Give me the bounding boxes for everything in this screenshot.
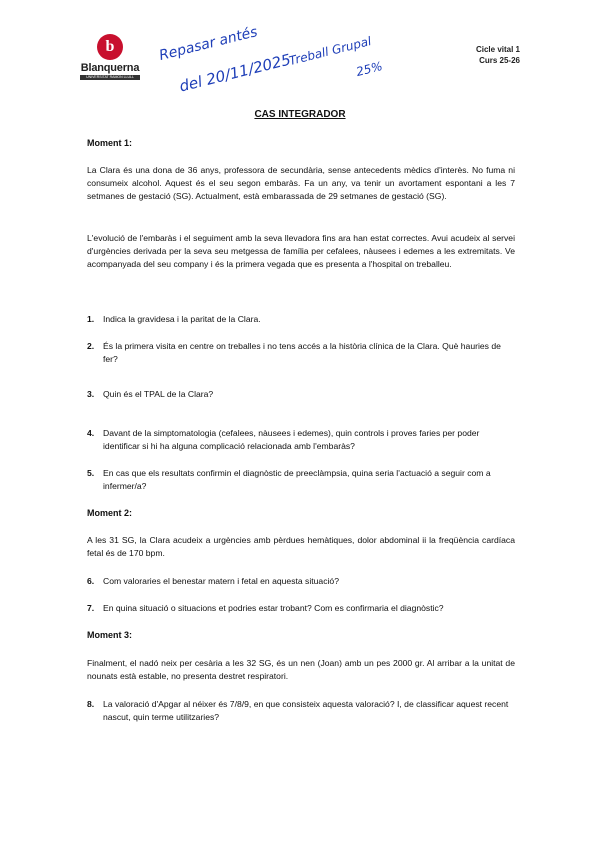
handwritten-note-line1: Repasar antés (157, 24, 260, 64)
moment2-heading: Moment 2: (87, 508, 132, 518)
course-name: Cicle vital 1 (475, 45, 520, 54)
question-item (87, 388, 515, 401)
question-text: Indica la gravidesa i la paritat de la Clara. (103, 314, 261, 324)
question-text: Com valoraries el benestar matern i fetal en aquesta situació? (103, 576, 339, 586)
moment1-paragraph1: La Clara és una dona de 36 anys, professora de secundària, sense antecedents mèdics d'interès. No fuma ni consumeix alcohol. Aquest és el seu segon embaràs. Fa un any, va tenir un avortament espontani a les 7 setmanes de gestació (SG). Actualment, està embarassada de 29 setmanes de gestació (SG). (87, 165, 515, 201)
moment1-heading: Moment 1: (87, 138, 132, 148)
question-text: Davant de la simptomatologia (cefalees, nàusees i edemes), quin controls i proves faries per poder identificar si hi ha alguna complicació relacionada amb l'embaràs? (103, 428, 480, 451)
question-number: 3. (87, 389, 95, 399)
handwritten-note-line3: Treball Grupal (287, 34, 373, 68)
moment2-paragraph1: A les 31 SG, la Clara acudeix a urgències amb pèrdues hemàtiques, dolor abdominal ii la freqüència cardíaca fetal és de 170 bpm. (87, 535, 515, 558)
question-item (87, 698, 515, 724)
question-item (87, 427, 515, 453)
question-text: En quina situació o situacions et podries estar trobant? Com es confirmaria el diagnòstic? (103, 603, 444, 613)
question-text: És la primera visita en centre on treballes i no tens accés a la història clínica de la Clara. Què hauries de fer? (103, 341, 501, 364)
question-number: 6. (87, 576, 95, 586)
course-year: Curs 25-26 (479, 56, 520, 65)
moment3-heading: Moment 3: (87, 630, 132, 640)
question-text: Quin és el TPAL de la Clara? (103, 389, 214, 399)
question-text: La valoració d'Apgar al néixer és 7/8/9, en que consisteix aquesta valoració? I, de classificar aquest recent nascut, quin terme utilitzaries? (103, 699, 509, 722)
handwritten-note-line4: 25% (354, 58, 384, 80)
question-item (87, 313, 515, 326)
moment1-paragraph2: L'evolució de l'embaràs i el seguiment amb la seva llevadora fins ara han estat correctes. Avui acudeix al servei d'urgències derivada per la seva seu metgessa de família per cefalees, nàusees i edemes a les extremitats. Ve acompanyada del seu company i és la primera vegada que es presenta a l'hospital on treballeu. (87, 233, 515, 269)
question-number: 4. (87, 428, 95, 438)
logo-name: Blanquerna (80, 62, 140, 74)
question-number: 7. (87, 603, 95, 613)
question-number: 8. (87, 699, 95, 709)
question-item (87, 340, 515, 366)
logo-mark: b (97, 34, 123, 60)
institution-logo (80, 34, 140, 80)
course-info (476, 44, 520, 66)
question-number: 5. (87, 468, 95, 478)
question-text: En cas que els resultats confirmin el diagnòstic de preeclàmpsia, quina seria l'actuació a seguir com a infermer/a? (103, 468, 491, 491)
question-item (87, 467, 515, 493)
moment3-paragraph1: Finalment, el nadó neix per cesària a les 32 SG, és un nen (Joan) amb un pes 2000 gr. Al arribar a la unitat de nounats està estable, no presenta destret respiratori. (87, 658, 515, 681)
page-title: CAS INTEGRADOR (254, 109, 346, 120)
question-number: 1. (87, 314, 95, 324)
question-item (87, 602, 515, 615)
question-number: 2. (87, 341, 95, 351)
question-item (87, 575, 515, 588)
logo-subtitle: UNIVERSITAT RAMON LLULL (80, 75, 140, 80)
handwritten-note-line2: del 20/11/2025 (177, 50, 293, 96)
